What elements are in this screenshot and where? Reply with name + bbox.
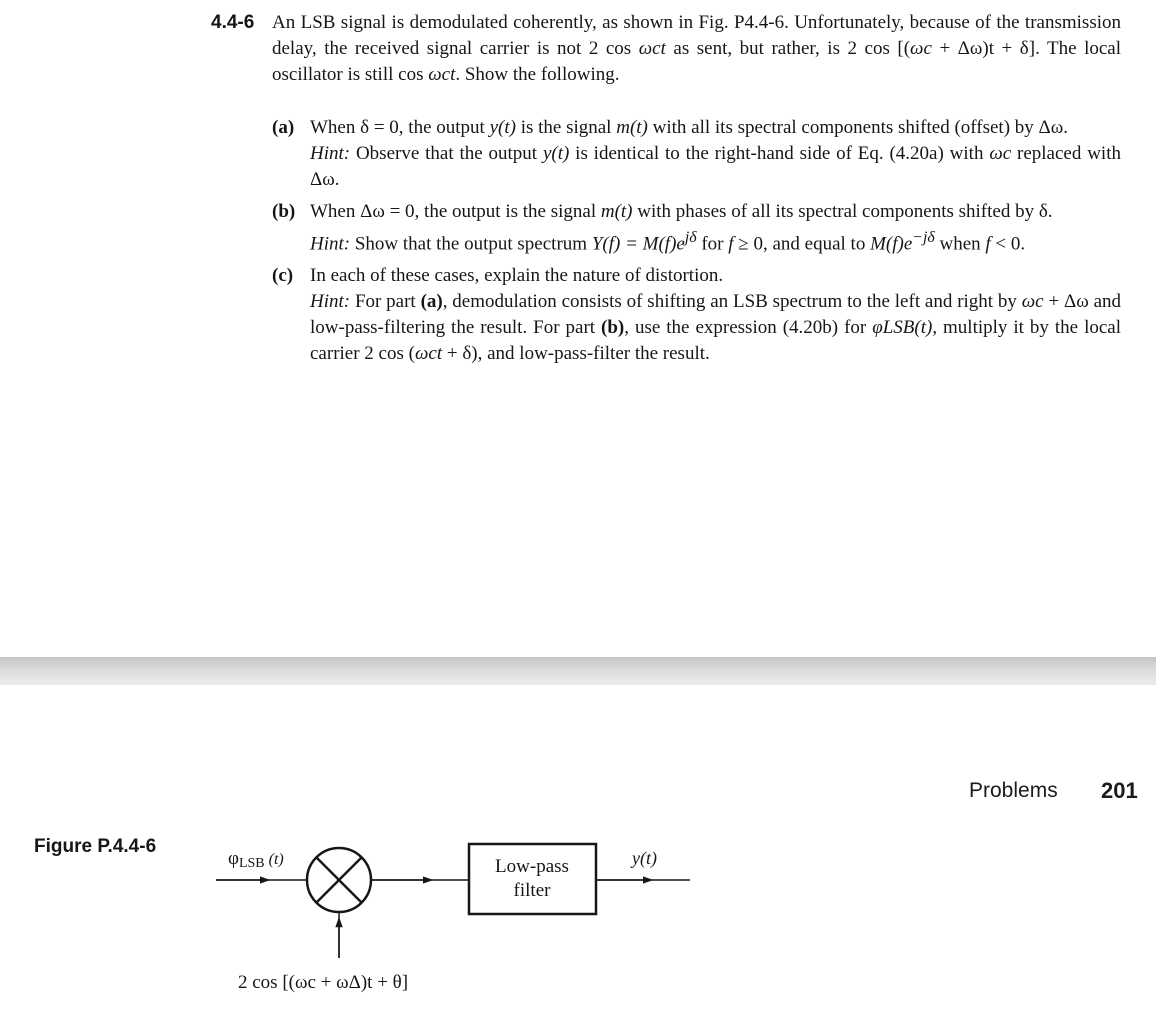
figure-label: Figure P.4.4-6 bbox=[34, 836, 157, 857]
output-signal-label: y(t) bbox=[632, 848, 657, 868]
page-divider bbox=[0, 657, 1156, 685]
carrier-label: 2 cos [(ωc + ωΔ)t + θ] bbox=[238, 972, 409, 993]
filter-label-line2: filter bbox=[513, 880, 551, 901]
problem-number: 4.4-6 bbox=[211, 12, 255, 33]
part-a-hint: Hint: Observe that the output y(t) is identical to the right-hand side of Eq. (4.20a) with ωc replaced with Δω. bbox=[310, 143, 1121, 190]
problem-4-4-6 bbox=[211, 10, 1121, 373]
multiplier-icon bbox=[307, 848, 371, 912]
low-pass-filter-box bbox=[469, 844, 596, 914]
part-a-text: When δ = 0, the output y(t) is the signal m(t) with all its spectral components shifted (offset) by Δω. bbox=[310, 117, 1068, 138]
problem-statement: An LSB signal is demodulated coherently, as shown in Fig. P4.4-6. Unfortunately, because of the transmission delay, the received signal carrier is not 2 cos ωct as sent, but rather, is 2 cos [(ωc + Δω)t + δ]. The local oscillator is still cos ωct. Show the following. bbox=[272, 12, 1122, 85]
input-signal-label: φLSB (t) bbox=[228, 848, 284, 871]
page-number: 201 bbox=[1101, 778, 1138, 803]
part-c-text: In each of these cases, explain the nature of distortion. bbox=[310, 265, 724, 287]
filter-label-line1: Low-pass bbox=[495, 856, 569, 877]
problem-parts bbox=[211, 115, 1121, 367]
part-b-label: (b) bbox=[272, 201, 296, 222]
part-a-label: (a) bbox=[272, 117, 295, 138]
part-b-hint: Hint: Show that the output spectrum $Y(f) = M(f)e^{j\delta}$ for f ≥ 0, and equal to $M(f)e^{-j\delta}$ when f < 0. bbox=[310, 229, 1026, 255]
part-c-label: (c) bbox=[272, 265, 294, 287]
running-title: Problems bbox=[969, 779, 1058, 802]
part-c bbox=[211, 263, 1121, 367]
part-b bbox=[211, 199, 1121, 257]
part-c-hint: Hint: For part (a), demodulation consists of shifting an LSB spectrum to the left and right by ωc + Δω and low-pass-filtering the result. For part (b), use the expression (4.20b) for φLSB(t), multiply it by the local carrier 2 cos (ωct + δ), and low-pass-filter the result. bbox=[310, 291, 1122, 365]
part-a bbox=[211, 115, 1121, 193]
part-b-text: When Δω = 0, the output is the signal m(t) with phases of all its spectral components shifted by δ. bbox=[310, 201, 1053, 222]
block-diagram bbox=[0, 820, 720, 1005]
